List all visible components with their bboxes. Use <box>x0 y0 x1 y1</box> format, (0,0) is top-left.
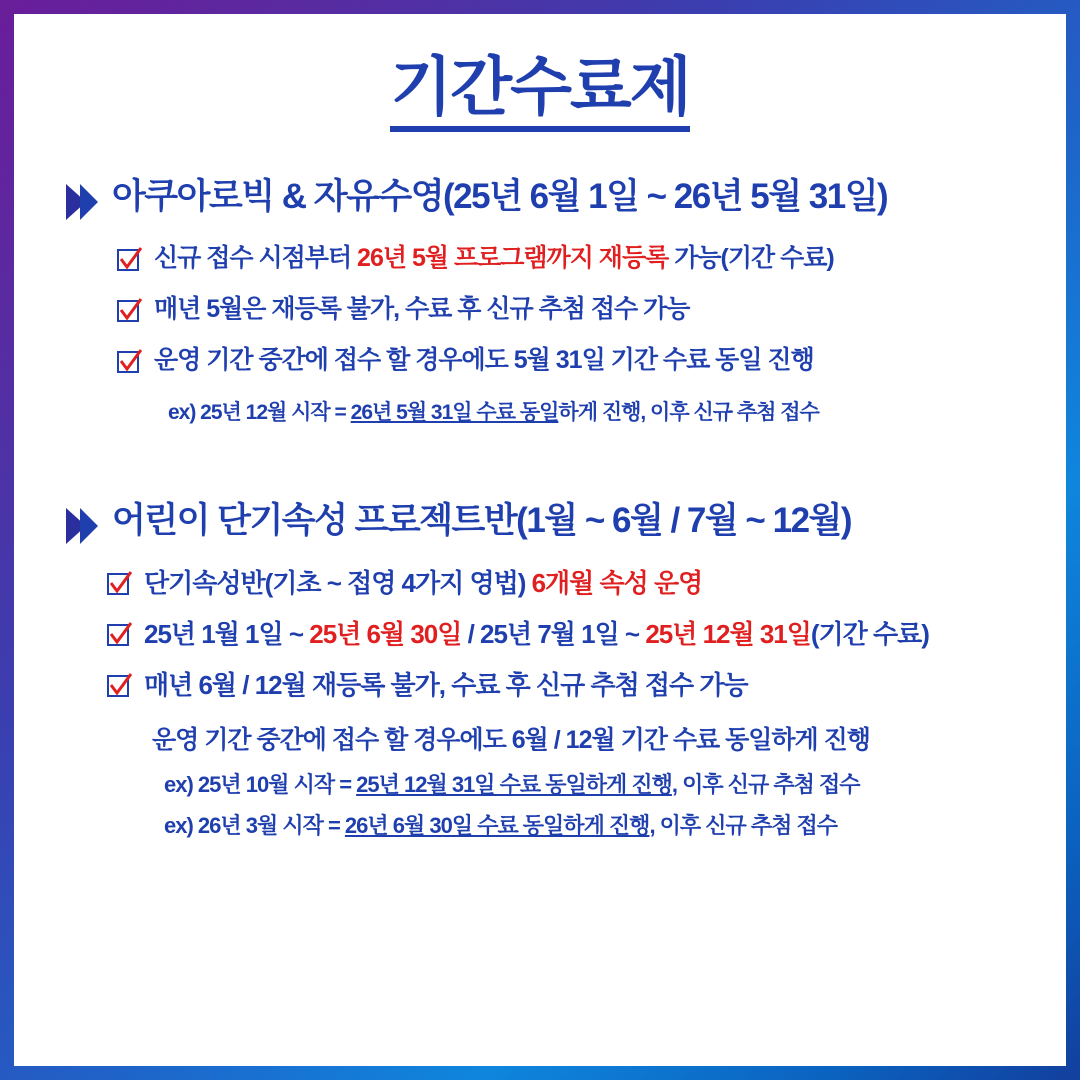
checkbox-check-icon <box>116 349 142 380</box>
note-line: 운영 기간 중간에 접수 할 경우에도 6월 / 12월 기간 수료 동일하게 진행 <box>152 726 870 755</box>
text-part: 단기속성반(기초 ~ 접영 4가지 영법) <box>144 568 532 599</box>
section-title: 아쿠아로빅 & 자유수영(25년 6월 1일 ~ 26년 5월 31일) <box>112 177 888 217</box>
example-prefix: ex) 26년 3월 시작 = <box>164 813 345 839</box>
text-part: 매년 6월 / 12월 재등록 불가, 수료 후 신규 추첨 접수 가능 <box>144 670 748 701</box>
text-part: 매년 5월은 재등록 불가, 수료 후 신규 추첨 접수 가능 <box>154 295 690 324</box>
section-header <box>48 176 1032 227</box>
double-chevron-right-icon <box>64 182 98 227</box>
text-part: 가능(기간 수료) <box>668 244 834 273</box>
list-item-text <box>154 243 834 274</box>
double-chevron-right-icon <box>64 506 98 551</box>
list-item <box>106 567 1032 602</box>
example-underlined: 25년 12월 31일 수료 동일하게 진행 <box>356 772 672 798</box>
list-item-text <box>144 567 702 600</box>
page-title: 기간수료제 <box>390 52 689 132</box>
list-item-text <box>144 669 748 702</box>
example-suffix: , 이후 신규 추첨 접수 <box>671 772 860 798</box>
bullet-list <box>48 243 1032 426</box>
list-item-text <box>144 618 929 651</box>
list-item-text <box>154 345 814 376</box>
checkbox-check-icon <box>106 571 132 602</box>
example-suffix: 하게 진행, 이후 신규 추첨 접수 <box>558 401 819 425</box>
example-line <box>106 809 1032 840</box>
text-part-emphasis: 6개월 속성 운영 <box>531 568 703 599</box>
section-title: 어린이 단기속성 프로젝트반(1월 ~ 6월 / 7월 ~ 12월) <box>112 501 851 541</box>
list-item <box>106 669 1032 704</box>
list-item <box>116 345 1032 380</box>
bullet-list <box>48 567 1032 840</box>
title-area <box>48 52 1032 132</box>
text-part-emphasis: 25년 6월 30일 <box>309 619 462 650</box>
example-prefix: ex) 25년 10월 시작 = <box>164 772 357 798</box>
example-prefix: ex) 25년 12월 시작 = <box>168 401 351 425</box>
list-item-text <box>154 294 689 325</box>
text-part: 25년 1월 1일 ~ <box>144 619 310 650</box>
example-line <box>106 768 1032 799</box>
section-kids <box>48 500 1032 840</box>
example-underlined: 26년 5월 31일 수료 동일 <box>350 401 559 425</box>
list-item <box>106 618 1032 653</box>
checkbox-check-icon <box>106 673 132 704</box>
section-header <box>48 500 1032 551</box>
checkbox-check-icon <box>116 247 142 278</box>
example-underlined: 26년 6월 30일 수료 동일하게 진행 <box>344 813 650 839</box>
checkbox-check-icon <box>106 622 132 653</box>
text-part: 신규 접수 시점부터 <box>154 244 358 273</box>
example-suffix: , 이후 신규 추첨 접수 <box>649 813 838 839</box>
checkbox-check-icon <box>116 298 142 329</box>
list-item <box>116 243 1032 278</box>
text-part: 운영 기간 중간에 접수 할 경우에도 5월 31일 기간 수료 동일 진행 <box>154 346 814 375</box>
section-aqua <box>48 176 1032 426</box>
poster-content <box>14 14 1066 1066</box>
list-item <box>116 294 1032 329</box>
text-part-emphasis: 26년 5월 프로그램까지 재등록 <box>357 244 669 273</box>
text-part: (기간 수료) <box>810 619 929 650</box>
example-line <box>116 396 1032 426</box>
text-part-emphasis: 25년 12월 31일 <box>645 619 811 650</box>
text-part: / 25년 7월 1일 ~ <box>461 619 646 650</box>
